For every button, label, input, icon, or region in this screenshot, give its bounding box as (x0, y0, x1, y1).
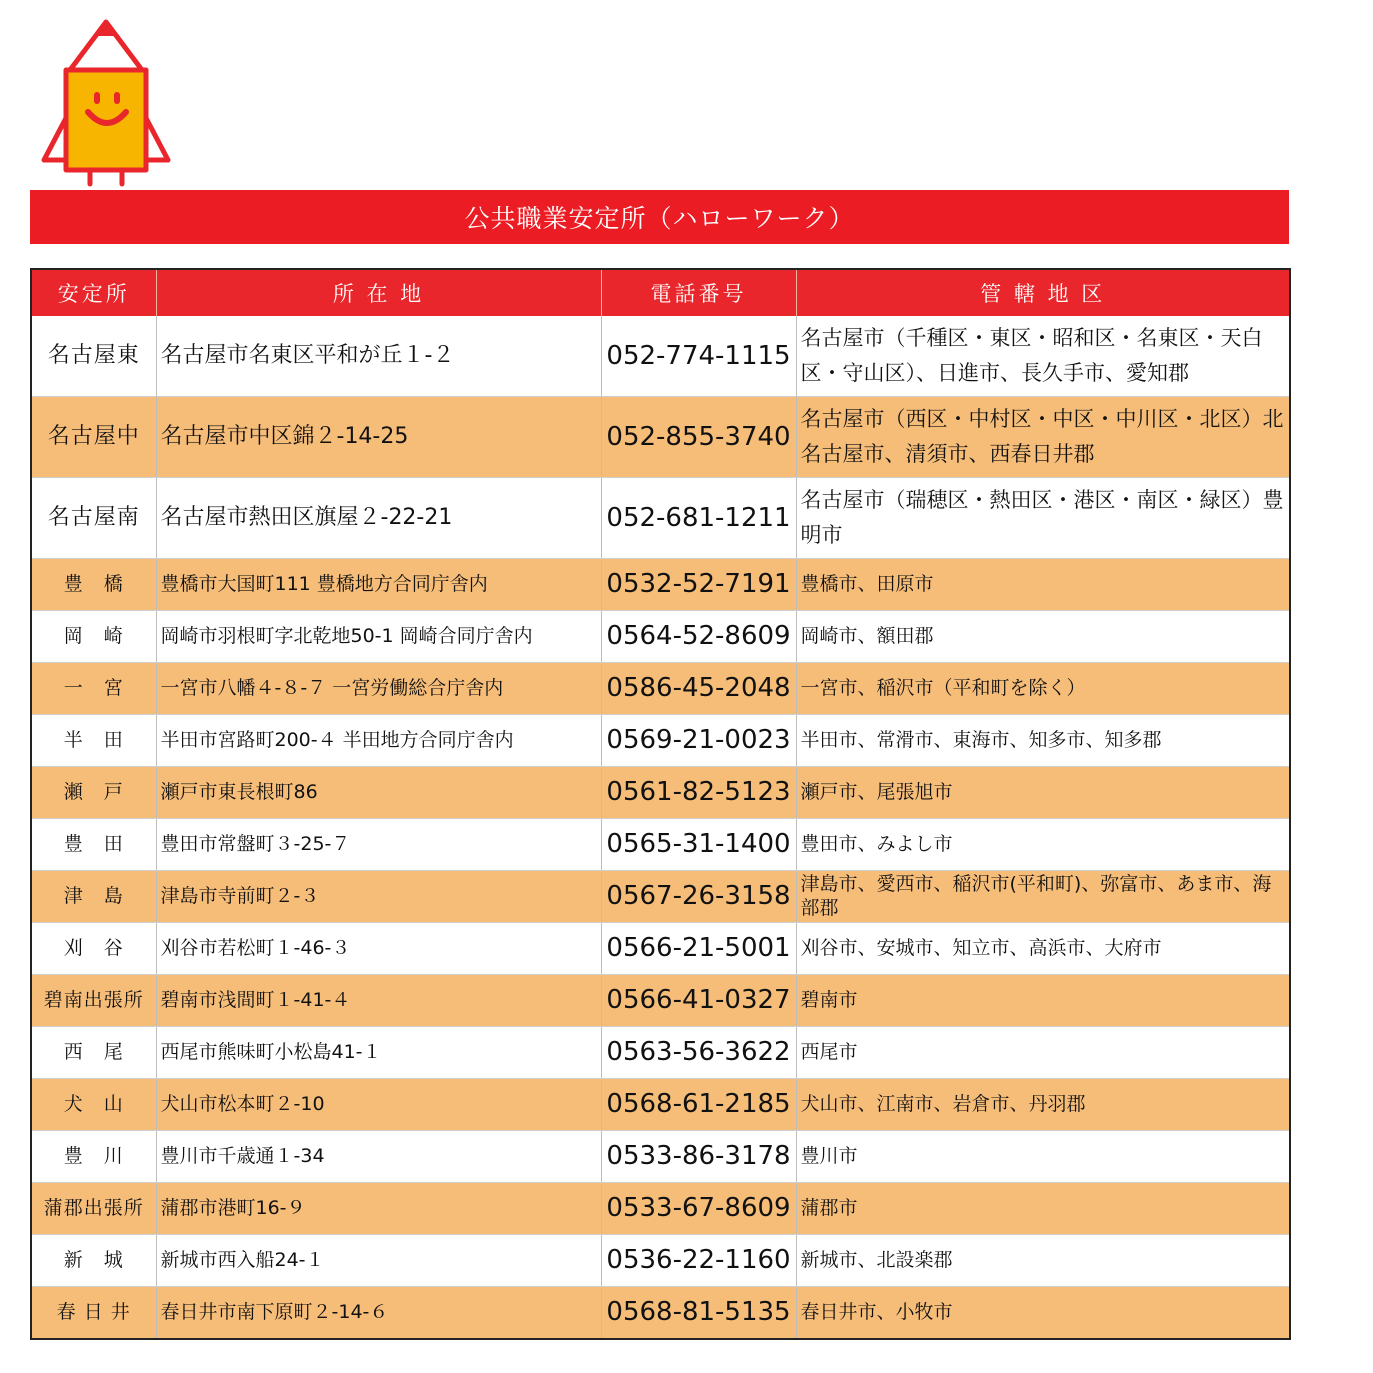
office-address: 瀬戸市東長根町86 (156, 767, 601, 819)
table-row (31, 1183, 1290, 1235)
office-address: 半田市宮路町200-４ 半田地方合同庁舎内 (156, 715, 601, 767)
office-address: 刈谷市若松町１-46-３ (156, 923, 601, 975)
pencil-rocket-mascot-icon (38, 18, 174, 188)
office-phone: 0532-52-7191 (601, 559, 796, 611)
office-address: 名古屋市熱田区旗屋２-22-21 (156, 478, 601, 559)
office-phone: 0566-41-0327 (601, 975, 796, 1027)
office-phone: 0561-82-5123 (601, 767, 796, 819)
office-address: 一宮市八幡４-８-７ 一宮労働総合庁舎内 (156, 663, 601, 715)
office-area: 新城市、北設楽郡 (796, 1235, 1290, 1287)
office-phone: 0568-81-5135 (601, 1287, 796, 1340)
office-area: 名古屋市（瑞穂区・熱田区・港区・南区・緑区）豊明市 (796, 478, 1290, 559)
office-phone: 0536-22-1160 (601, 1235, 796, 1287)
table-row (31, 1131, 1290, 1183)
office-name: 津 島 (31, 871, 156, 923)
column-header-phone: 電話番号 (601, 269, 796, 316)
office-area: 一宮市、稲沢市（平和町を除く） (796, 663, 1290, 715)
table-row (31, 1079, 1290, 1131)
office-name: 新 城 (31, 1235, 156, 1287)
section-title: 公共職業安定所（ハローワーク） (464, 204, 855, 233)
table-row (31, 663, 1290, 715)
table-row (31, 923, 1290, 975)
office-name: 春 日 井 (31, 1287, 156, 1340)
office-phone: 0567-26-3158 (601, 871, 796, 923)
office-name: 半 田 (31, 715, 156, 767)
office-phone: 0586-45-2048 (601, 663, 796, 715)
office-name: 犬 山 (31, 1079, 156, 1131)
office-phone: 0565-31-1400 (601, 819, 796, 871)
office-area: 蒲郡市 (796, 1183, 1290, 1235)
office-name: 碧南出張所 (31, 975, 156, 1027)
table-row (31, 767, 1290, 819)
office-area: 刈谷市、安城市、知立市、高浜市、大府市 (796, 923, 1290, 975)
office-address: 岡崎市羽根町字北乾地50-1 岡崎合同庁舎内 (156, 611, 601, 663)
table-row (31, 715, 1290, 767)
office-phone: 052-855-3740 (601, 397, 796, 478)
table-row (31, 611, 1290, 663)
table-header-row (31, 269, 1290, 316)
table-row (31, 819, 1290, 871)
office-name: 岡 崎 (31, 611, 156, 663)
office-address: 犬山市松本町２-10 (156, 1079, 601, 1131)
office-address: 豊橋市大国町111 豊橋地方合同庁舎内 (156, 559, 601, 611)
office-name: 刈 谷 (31, 923, 156, 975)
office-name: 一 宮 (31, 663, 156, 715)
office-area: 津島市、愛西市、稲沢市(平和町)、弥富市、あま市、海部郡 (796, 871, 1290, 923)
office-name: 名古屋東 (31, 316, 156, 397)
office-name: 西 尾 (31, 1027, 156, 1079)
office-address: 新城市西入船24-１ (156, 1235, 601, 1287)
office-address: 蒲郡市港町16-９ (156, 1183, 601, 1235)
office-phone: 0569-21-0023 (601, 715, 796, 767)
table-row (31, 1287, 1290, 1340)
office-phone: 0533-67-8609 (601, 1183, 796, 1235)
office-address: 豊田市常盤町３-25-７ (156, 819, 601, 871)
office-area: 半田市、常滑市、東海市、知多市、知多郡 (796, 715, 1290, 767)
office-name: 瀬 戸 (31, 767, 156, 819)
office-area: 犬山市、江南市、岩倉市、丹羽郡 (796, 1079, 1290, 1131)
office-address: 春日井市南下原町２-14-６ (156, 1287, 601, 1340)
office-address: 西尾市熊味町小松島41-１ (156, 1027, 601, 1079)
table-row (31, 1027, 1290, 1079)
office-name: 豊 田 (31, 819, 156, 871)
office-phone: 052-681-1211 (601, 478, 796, 559)
column-header-office: 安定所 (31, 269, 156, 316)
office-name: 豊 橋 (31, 559, 156, 611)
office-area: 豊田市、みよし市 (796, 819, 1290, 871)
office-area: 岡崎市、額田郡 (796, 611, 1290, 663)
office-phone: 0564-52-8609 (601, 611, 796, 663)
office-area: 豊橋市、田原市 (796, 559, 1290, 611)
table-row (31, 871, 1290, 923)
office-table (30, 268, 1291, 1340)
column-header-area: 管 轄 地 区 (796, 269, 1290, 316)
office-name: 名古屋中 (31, 397, 156, 478)
column-header-address: 所 在 地 (156, 269, 601, 316)
office-area: 碧南市 (796, 975, 1290, 1027)
table-row (31, 316, 1290, 397)
office-area: 春日井市、小牧市 (796, 1287, 1290, 1340)
office-area: 西尾市 (796, 1027, 1290, 1079)
office-address: 名古屋市中区錦２-14-25 (156, 397, 601, 478)
office-address: 豊川市千歳通１-34 (156, 1131, 601, 1183)
table-row (31, 397, 1290, 478)
office-phone: 0533-86-3178 (601, 1131, 796, 1183)
office-name: 豊 川 (31, 1131, 156, 1183)
office-area: 名古屋市（千種区・東区・昭和区・名東区・天白区・守山区）、日進市、長久手市、愛知郡 (796, 316, 1290, 397)
office-name: 名古屋南 (31, 478, 156, 559)
office-area: 豊川市 (796, 1131, 1290, 1183)
office-address: 津島市寺前町２-３ (156, 871, 601, 923)
office-address: 碧南市浅間町１-41-４ (156, 975, 601, 1027)
office-area: 瀬戸市、尾張旭市 (796, 767, 1290, 819)
table-row (31, 1235, 1290, 1287)
office-address: 名古屋市名東区平和が丘１-２ (156, 316, 601, 397)
office-phone: 0566-21-5001 (601, 923, 796, 975)
section-title-banner (30, 190, 1289, 244)
table-row (31, 559, 1290, 611)
office-phone: 052-774-1115 (601, 316, 796, 397)
table-row (31, 478, 1290, 559)
office-phone: 0568-61-2185 (601, 1079, 796, 1131)
office-name: 蒲郡出張所 (31, 1183, 156, 1235)
office-area: 名古屋市（西区・中村区・中区・中川区・北区）北名古屋市、清須市、西春日井郡 (796, 397, 1290, 478)
office-phone: 0563-56-3622 (601, 1027, 796, 1079)
table-row (31, 975, 1290, 1027)
